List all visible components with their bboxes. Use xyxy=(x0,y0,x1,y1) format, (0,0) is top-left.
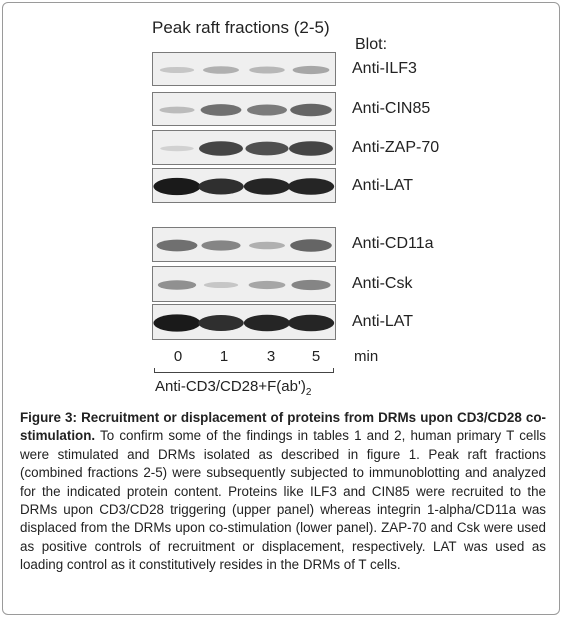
blot-band xyxy=(158,280,196,290)
blot-label-cd11a: Anti-CD11a xyxy=(352,235,434,252)
blot-band xyxy=(244,315,290,332)
blot-label-lat-lower: Anti-LAT xyxy=(352,313,414,330)
blot-band xyxy=(290,239,332,251)
blot-strip-cin85 xyxy=(152,92,336,126)
caption-body: To confirm some of the findings in tables 1 and 2, human primary T cells were stimulated and DRMs isolated as described in figure 1. Peak raft fractions (combined fractions 2-5) were subsequently subjected to immunoblotting and analyzed for the indicated protein content. Proteins like ILF3 and CIN85 were recruited to the DRMs upon CD3/CD28 triggering (upper panel) whereas integrin 1-alpha/CD11a was displaced from the DRMs upon co-stimulation (lower panel). ZAP-70 and Csk were used as positive controls of recruitment or displacement, respectively. LAT was used as loading control as it constitutively resides in the DRMs of T cells. xyxy=(20,428,546,573)
blot-band xyxy=(288,178,334,195)
blot-band xyxy=(245,142,288,156)
blot-band xyxy=(249,66,285,73)
blot-band xyxy=(203,66,239,74)
blot-band xyxy=(201,240,240,250)
blot-csk-svg xyxy=(153,267,336,302)
blot-band xyxy=(291,280,330,290)
blot-lat-lower-svg xyxy=(153,305,336,340)
blot-band xyxy=(198,179,244,195)
blot-cd11a-svg xyxy=(153,228,336,262)
blot-band xyxy=(288,315,334,332)
blot-band xyxy=(201,104,242,116)
blot-band xyxy=(153,178,200,195)
blot-band xyxy=(244,178,290,195)
bracket-left-tick xyxy=(154,368,155,373)
blot-strip-lat-lower xyxy=(152,304,336,340)
bracket-right-tick xyxy=(333,368,334,373)
blot-band xyxy=(153,314,200,331)
timepoint-5: 5 xyxy=(311,348,321,365)
blot-band xyxy=(199,141,243,156)
blot-label-ilf3: Anti-ILF3 xyxy=(352,60,417,77)
blot-band xyxy=(293,66,330,74)
treatment-label xyxy=(155,378,311,398)
panel-title: Peak raft fractions (2-5) xyxy=(152,18,330,37)
blot-label-cin85: Anti-CIN85 xyxy=(352,100,431,117)
timepoint-1: 1 xyxy=(219,348,229,365)
treatment-main: Anti-CD3/CD28+F(ab') xyxy=(155,378,306,395)
blot-band xyxy=(159,107,194,114)
blot-band xyxy=(249,281,286,289)
blot-band xyxy=(157,240,198,252)
timepoint-0: 0 xyxy=(173,348,183,365)
blot-ilf3-svg xyxy=(153,53,336,86)
timepoint-3: 3 xyxy=(266,348,276,365)
blot-band xyxy=(249,242,285,250)
caption-title: Figure 3: Recruitment or displacement of proteins from DRMs upon CD3/CD28 co-stimulation. xyxy=(20,410,546,444)
time-unit: min xyxy=(354,348,379,365)
blot-cin85-svg xyxy=(153,93,336,126)
blot-band xyxy=(290,104,332,116)
figure-caption xyxy=(20,409,546,575)
blot-lat-upper-svg xyxy=(153,169,336,203)
blot-strip-ilf3 xyxy=(152,52,336,86)
treatment-subscript: 2 xyxy=(305,387,312,398)
blot-label-zap70: Anti-ZAP-70 xyxy=(352,139,440,156)
blot-band xyxy=(160,67,194,73)
blot-strip-lat-upper xyxy=(152,168,336,203)
blot-band xyxy=(204,282,238,288)
blot-label-csk: Anti-Csk xyxy=(352,275,413,292)
blot-band xyxy=(247,105,287,116)
blot-band xyxy=(160,146,194,151)
blot-strip-csk xyxy=(152,266,336,302)
blot-strip-cd11a xyxy=(152,227,336,262)
blot-strip-zap70 xyxy=(152,130,336,165)
blot-label-lat-upper: Anti-LAT xyxy=(352,177,414,194)
blot-zap70-svg xyxy=(153,131,336,165)
blot-band xyxy=(198,315,244,331)
blot-heading: Blot: xyxy=(355,36,388,53)
treatment-bracket xyxy=(154,372,334,373)
blot-band xyxy=(289,141,333,156)
